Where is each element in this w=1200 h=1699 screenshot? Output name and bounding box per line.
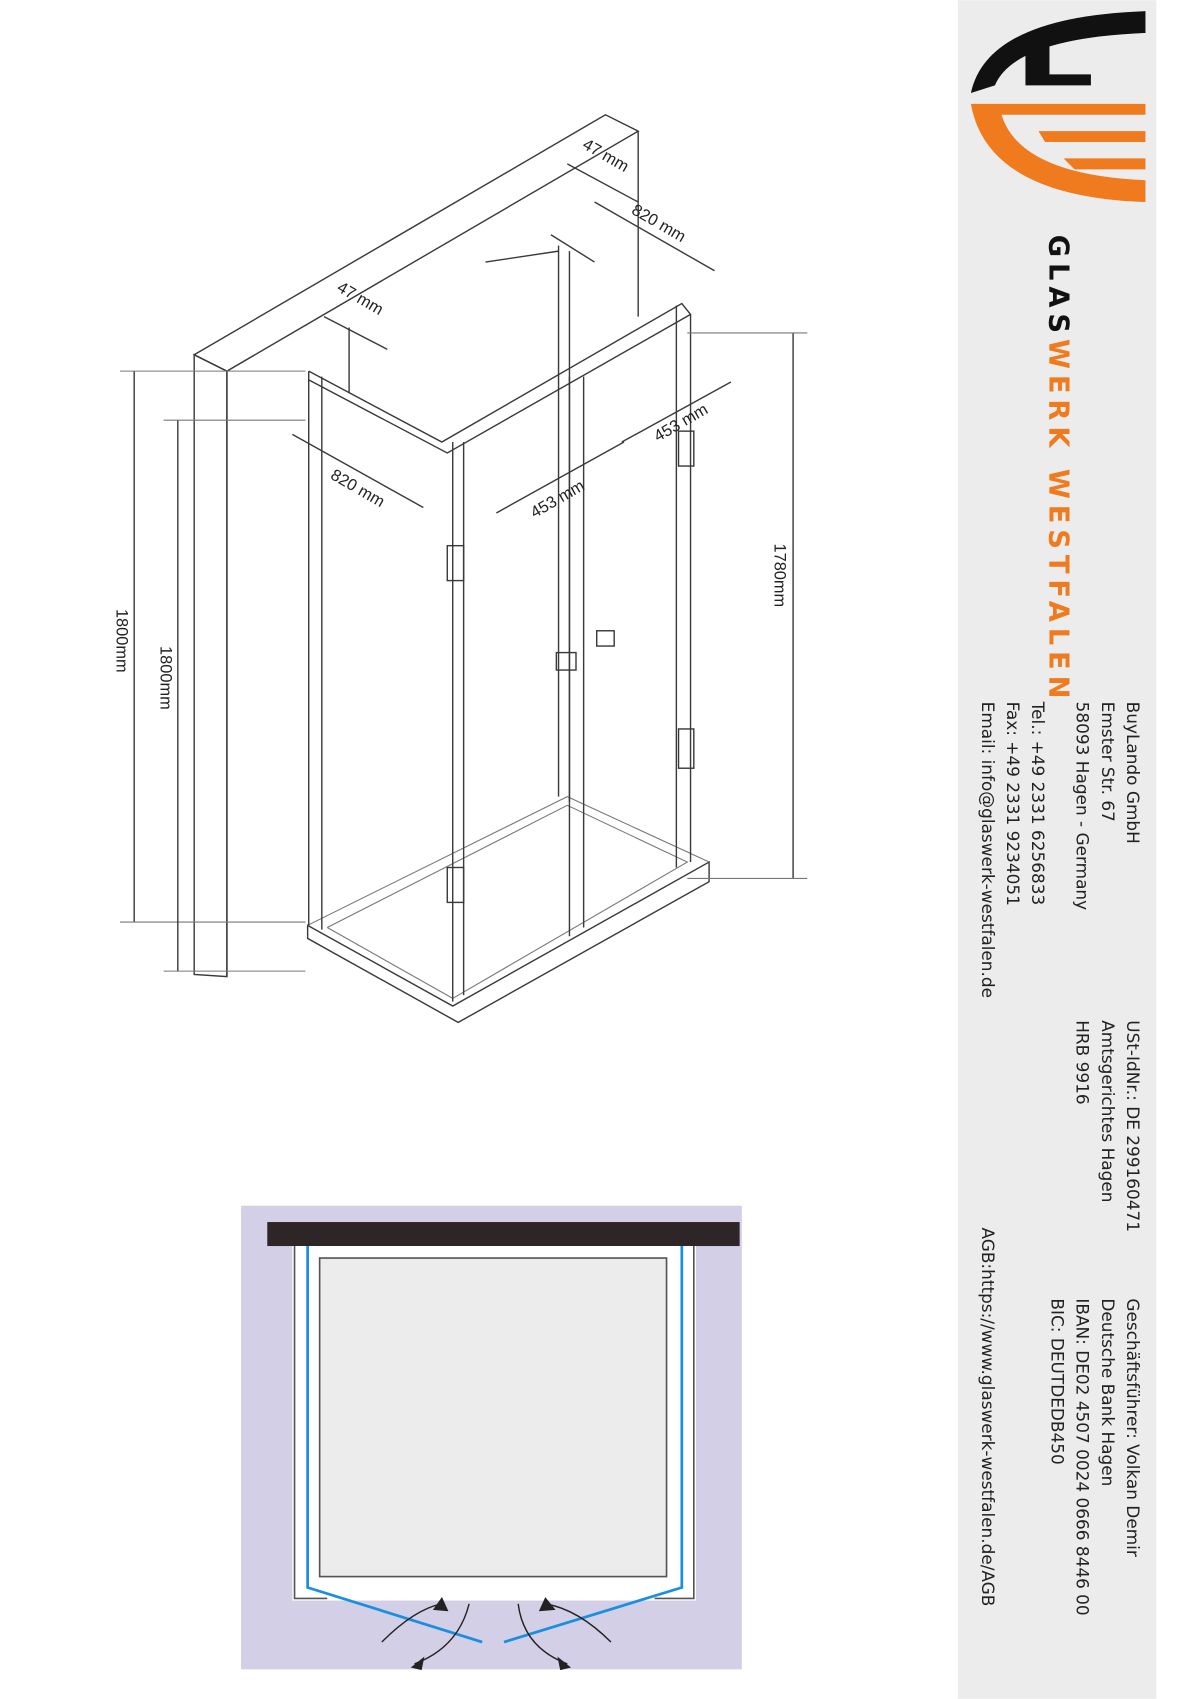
dim-label-height-glass: 1780mm	[770, 543, 789, 608]
plan-view	[241, 1206, 742, 1670]
dim-label-height-inner: 1800mm	[156, 646, 175, 710]
dim-label-820-top: 820 mm	[628, 200, 689, 246]
company-street: Emster Str. 67	[1097, 701, 1118, 822]
wall	[194, 115, 638, 977]
court: Amtsgerichtes Hagen	[1097, 1020, 1118, 1203]
contact-fax: Fax: +49 2331 9234051	[1002, 701, 1023, 906]
dim-label-453-front: 453 mm	[527, 476, 588, 522]
company-name: BuyLando GmbH	[1122, 701, 1143, 844]
dim-label-height-total: 1800mm	[112, 608, 131, 673]
brand-name-part1: GLAS	[1042, 234, 1074, 333]
dim-label-47-top: 47 mm	[579, 135, 632, 176]
contact-email[interactable]: Email: info@glaswerk-westfalen.de	[977, 701, 998, 998]
bank-name: Deutsche Bank Hagen	[1097, 1298, 1118, 1487]
shower-tray	[308, 797, 709, 1023]
bic: BIC: DEUTDEDB450	[1047, 1298, 1068, 1465]
company-city: 58093 Hagen - Germany	[1072, 701, 1093, 911]
hrb-number: HRB 9916	[1072, 1020, 1093, 1105]
vat-id: USt-IdNr.: DE 299160471	[1122, 1020, 1143, 1232]
agb-link[interactable]: AGB:https://www.glaswerk-westfalen.de/AGB	[977, 1227, 998, 1607]
glass-enclosure	[309, 235, 694, 1002]
brand-name-part2: WERK WESTFALEN	[1042, 338, 1074, 699]
dim-label-453-right: 453 mm	[650, 400, 712, 446]
dim-label-820-left: 820 mm	[327, 465, 388, 512]
isometric-drawing	[113, 115, 808, 1023]
shower-tray-plan	[320, 1258, 667, 1577]
dim-label-47-left: 47 mm	[334, 278, 387, 319]
company-sidebar	[958, 0, 1157, 1699]
contact-tel: Tel.: +49 2331 6256833	[1028, 701, 1048, 906]
managing-director: Geschäftsführer: Volkan Demir	[1122, 1298, 1143, 1557]
iban: IBAN: DE02 4507 0024 0666 8446 00	[1072, 1298, 1093, 1616]
wall-bar	[267, 1222, 739, 1246]
